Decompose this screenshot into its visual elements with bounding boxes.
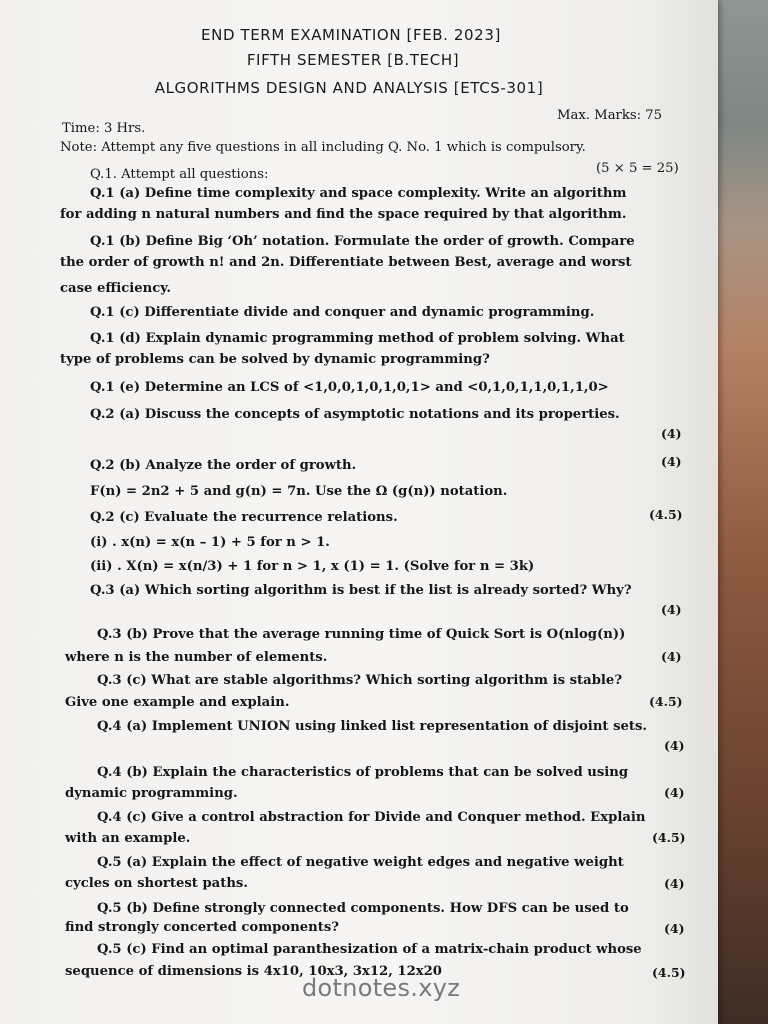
q4b-line1: Q.4 (b) Explain the characteristics of problems that can be solved using xyxy=(97,765,629,780)
q1-marks: (5 × 5 = 25) xyxy=(596,161,679,176)
q3b-marks: (4) xyxy=(661,649,682,664)
q4c-line2: with an example. xyxy=(65,831,191,846)
q5a-line2: cycles on shortest paths. xyxy=(65,876,248,891)
q4b-marks: (4) xyxy=(664,785,685,800)
exam-title: END TERM EXAMINATION [FEB. 2023] xyxy=(201,26,501,44)
q1c-line1: Q.1 (c) Differentiate divide and conquer and dynamic programming. xyxy=(90,305,595,320)
q2b-line2: F(n) = 2n2 + 5 and g(n) = 7n. Use the Ω (g(n)) notation. xyxy=(90,484,508,499)
q1a-line1: Q.1 (a) Define time complexity and space complexity. Write an algorithm xyxy=(90,186,627,201)
q2c-line2: (i) . x(n) = x(n – 1) + 5 for n > 1. xyxy=(90,535,330,550)
q3a-marks: (4) xyxy=(661,602,682,617)
q2b-line1: Q.2 (b) Analyze the order of growth. xyxy=(90,458,357,473)
q2c-line1: Q.2 (c) Evaluate the recurrence relations. xyxy=(90,510,398,525)
q5b-line1: Q.5 (b) Define strongly connected components. How DFS can be used to xyxy=(97,901,629,916)
q1b-line3: case efficiency. xyxy=(60,281,171,296)
q1d-line2: type of problems can be solved by dynamic programming? xyxy=(60,352,490,367)
time-label: Time: 3 Hrs. xyxy=(62,121,146,136)
q2a-marks: (4) xyxy=(661,426,682,441)
q5c-line1: Q.5 (c) Find an optimal paranthesization of a matrix-chain product whose xyxy=(97,942,642,957)
q5a-line1: Q.5 (a) Explain the effect of negative weight edges and negative weight xyxy=(97,855,624,870)
q5c-marks: (4.5) xyxy=(652,965,686,980)
q3b-line1: Q.3 (b) Prove that the average running time of Quick Sort is O(nlog(n)) xyxy=(97,627,626,642)
q1e-line1: Q.1 (e) Determine an LCS of <1,0,0,1,0,1,0,1> and <0,1,0,1,1,0,1,1,0> xyxy=(90,380,609,395)
semester-title: FIFTH SEMESTER [B.TECH] xyxy=(246,51,460,69)
q1b-line2: the order of growth n! and 2n. Differentiate between Best, average and worst xyxy=(60,255,632,270)
q1b-line1: Q.1 (b) Define Big ‘Oh’ notation. Formulate the order of growth. Compare xyxy=(90,234,635,249)
q2c-line3: (ii) . X(n) = x(n/3) + 1 for n > 1, x (1) = 1. (Solve for n = 3k) xyxy=(90,559,535,574)
q3c-marks: (4.5) xyxy=(649,694,683,709)
q3a-line1: Q.3 (a) Which sorting algorithm is best if the list is already sorted? Why? xyxy=(90,583,632,598)
q4a-marks: (4) xyxy=(664,738,685,753)
q3c-line2: Give one example and explain. xyxy=(65,695,290,710)
q1a-line2: for adding n natural numbers and find the space required by that algorithm. xyxy=(60,207,627,222)
q4b-line2: dynamic programming. xyxy=(65,786,238,801)
q5b-line2: find strongly concerted components? xyxy=(65,920,340,935)
q3b-line2: where n is the number of elements. xyxy=(65,650,328,665)
watermark: dotnotes.xyz xyxy=(302,974,461,1002)
q4a-line1: Q.4 (a) Implement UNION using linked list representation of disjoint sets. xyxy=(97,719,648,734)
max-marks-label: Max. Marks: 75 xyxy=(557,108,663,123)
q4c-marks: (4.5) xyxy=(652,830,686,845)
q2c-marks: (4.5) xyxy=(649,507,683,522)
q2b-marks: (4) xyxy=(661,454,682,469)
q1-intro: Q.1. Attempt all questions: xyxy=(90,167,269,182)
q3c-line1: Q.3 (c) What are stable algorithms? Which sorting algorithm is stable? xyxy=(97,673,623,688)
instructions-note: Note: Attempt any five questions in all including Q. No. 1 which is compulsory. xyxy=(60,140,586,155)
q2a-line1: Q.2 (a) Discuss the concepts of asymptotic notations and its properties. xyxy=(90,407,620,422)
q4c-line1: Q.4 (c) Give a control abstraction for Divide and Conquer method. Explain xyxy=(97,810,646,825)
q1d-line1: Q.1 (d) Explain dynamic programming method of problem solving. What xyxy=(90,331,625,346)
q5a-marks: (4) xyxy=(664,876,685,891)
q5c-line2: sequence of dimensions is 4x10, 10x3, 3x12, 12x20 xyxy=(65,964,442,979)
q5b-marks: (4) xyxy=(664,921,685,936)
subject-title: ALGORITHMS DESIGN AND ANALYSIS [ETCS-301] xyxy=(154,79,544,97)
